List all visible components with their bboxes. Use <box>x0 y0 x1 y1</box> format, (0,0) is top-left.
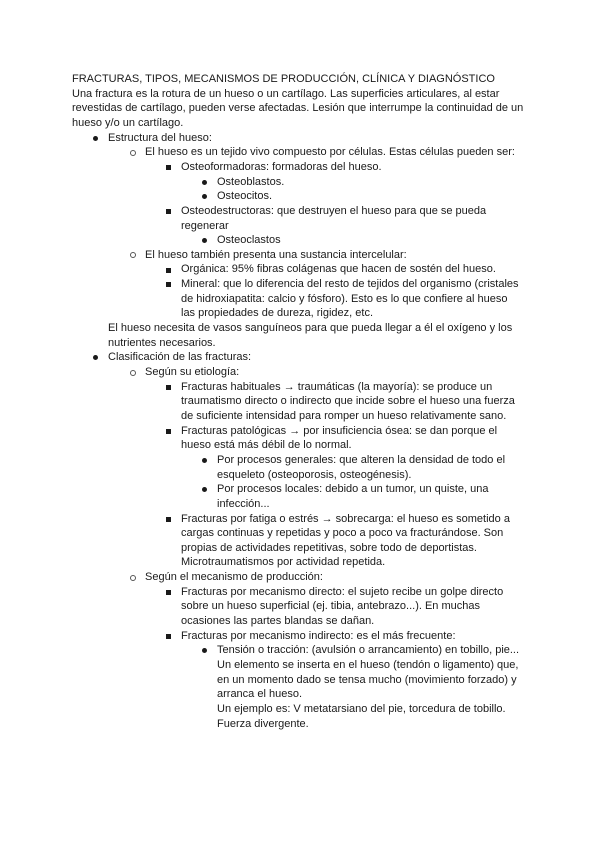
disc-bullet-icon <box>202 453 207 467</box>
text-line: traumatismo directo o indirecto que incide sobre el hueso una fuerza <box>181 395 515 408</box>
text-line: hueso está más débil de lo normal. <box>181 439 352 452</box>
text-line: Un ejemplo es: V metatarsiano del pie, torcedura de tobillo. <box>217 702 506 715</box>
text-line: nutrientes necesarios. <box>108 336 216 349</box>
text-line: Según su etiología: <box>145 366 240 378</box>
text-line: Estructura del hueso: <box>108 131 212 144</box>
text-line: las propiedades de dureza, rigidez, etc. <box>181 307 374 320</box>
circle-bullet-icon <box>130 570 136 584</box>
square-bullet-icon <box>166 424 171 438</box>
text-line: propias de actividades repetitivas, sobre todo de deportistas. <box>181 541 477 554</box>
text-line: Mineral: que lo diferencia del resto de tejidos del organismo (cristales <box>181 278 519 291</box>
text-line: Por procesos locales: debido a un tumor, un quiste, una <box>217 483 489 496</box>
text-line: Orgánica: 95% fibras colágenas que hacen de sostén del hueso. <box>181 263 496 276</box>
text-line: cargas continuas y repetidas y poco a poco va fracturándose. Son <box>181 527 504 540</box>
disc-bullet-icon <box>202 643 207 657</box>
text-line: Osteocitos. <box>217 190 273 203</box>
square-bullet-icon <box>166 277 171 291</box>
square-bullet-icon <box>166 629 171 643</box>
text-line: regenerar <box>181 219 229 232</box>
text-line: Osteodestructoras: que destruyen el hueso para que se pueda <box>181 204 487 217</box>
circle-bullet-icon <box>130 365 136 379</box>
text-line: Según el mecanismo de producción: <box>145 571 323 584</box>
square-bullet-icon <box>166 204 171 218</box>
disc-bullet-icon <box>93 131 98 145</box>
disc-bullet-icon <box>202 175 207 189</box>
text-line: hueso y/o un cartílago. <box>72 116 184 129</box>
text-line: Osteoclastos <box>217 234 281 247</box>
text-line: infección... <box>217 497 270 510</box>
circle-bullet-icon <box>130 248 136 262</box>
text-line: Tensión o tracción: (avulsión o arrancamiento) en tobillo, pie... <box>217 644 520 657</box>
disc-bullet-icon <box>93 350 98 364</box>
text-line: El hueso también presenta una sustancia intercelular: <box>145 248 407 261</box>
square-bullet-icon <box>166 512 171 526</box>
text-line: arranca el hueso. <box>217 688 302 701</box>
text-line: Fracturas por mecanismo indirecto: es el más frecuente: <box>181 629 456 642</box>
text-line: ocasiones las partes blandas se dañan. <box>181 615 375 628</box>
text-line: Fracturas patológicas → por insuficiencia ósea: se dan porque el <box>181 424 498 437</box>
text-line: Osteoblastos. <box>217 175 285 188</box>
text-line: Una fractura es la rotura de un hueso o un cartílago. Las superficies articulares, al estar <box>72 87 500 100</box>
document-title: FRACTURAS, TIPOS, MECANISMOS DE PRODUCCIÓN, CLÍNICA Y DIAGNÓSTICO <box>72 73 495 85</box>
text-line: Clasificación de las fracturas: <box>108 351 252 364</box>
text-line: esqueleto (osteoporosis, osteogénesis). <box>217 468 412 481</box>
disc-bullet-icon <box>202 233 207 247</box>
text-line: de suficiente intensidad para romper un hueso relativamente sano. <box>181 409 507 422</box>
text-line: Fracturas por fatiga o estrés → sobrecarga: el hueso es sometido a <box>181 512 510 525</box>
text-line: Fracturas por mecanismo directo: el sujeto recibe un golpe directo <box>181 585 504 598</box>
text-line: Osteoformadoras: formadoras del hueso. <box>181 160 382 173</box>
square-bullet-icon <box>166 160 171 174</box>
disc-bullet-icon <box>202 482 207 496</box>
text-line: El hueso necesita de vasos sanguíneos para que pueda llegar a él el oxígeno y los <box>108 322 513 335</box>
text-line: sobre un hueso superficial (ej. tibia, antebrazo...). En muchas <box>181 600 480 613</box>
disc-bullet-icon <box>202 189 207 203</box>
text-line: Microtraumatismos por actividad repetida. <box>181 556 386 569</box>
square-bullet-icon <box>166 380 171 394</box>
circle-bullet-icon <box>130 145 136 159</box>
text-line: Fracturas habituales → traumáticas (la mayoría): se produce un <box>181 380 493 393</box>
text-line: revestidas de cartílago, pueden verse afectadas. Lesión que interrumpe la continuidad de un <box>72 102 524 115</box>
square-bullet-icon <box>166 262 171 276</box>
square-bullet-icon <box>166 585 171 599</box>
text-line: El hueso es un tejido vivo compuesto por células. Estas células pueden ser: <box>145 146 515 159</box>
text-line: Por procesos generales: que alteren la densidad de todo el <box>217 453 506 466</box>
text-line: Fuerza divergente. <box>217 717 309 730</box>
text-line: en un momento dado se tensa mucho (movimiento forzado) y <box>217 673 517 686</box>
text-line: de hidroxiapatita: calcio y fósforo). Esto es lo que confiere al hueso <box>181 292 508 305</box>
text-line: Un elemento se inserta en el hueso (tendón o ligamento) que, <box>217 659 519 671</box>
